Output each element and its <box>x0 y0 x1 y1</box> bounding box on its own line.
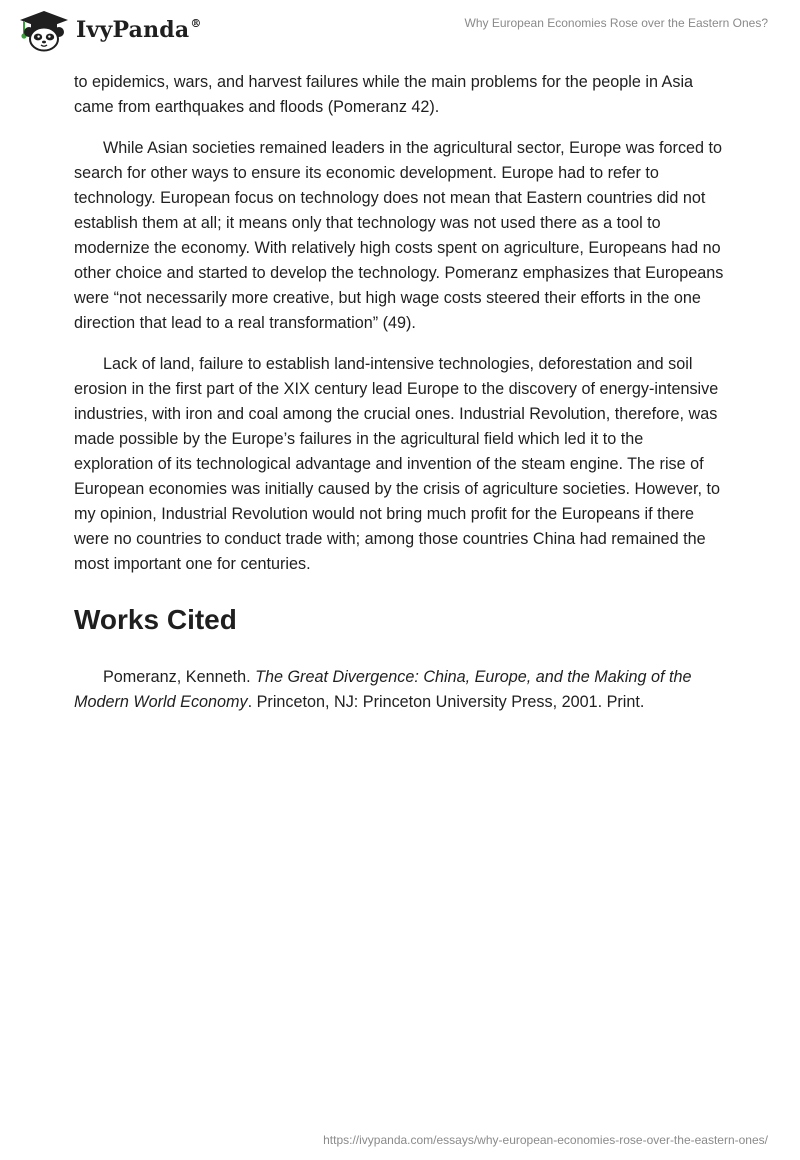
body-paragraph: While Asian societies remained leaders in the agricultural sector, Europe was forced to search for other ways to ensure its economic development. Europe had to refer to technology. European focus on technology does not mean that Eastern countries did not establish them at all; it means only that technology was not used there as a tool to modernize the economy. With relatively high costs spent on agriculture, Europeans had no other choice and started to develop the technology. Pomeranz emphasizes that Europeans were “not necessarily more creative, but high wage costs steered their efforts in the one direction that lead to a real transformation” (49). <box>74 139 724 332</box>
essay-content <box>74 70 726 731</box>
citation-title: The Great Divergence: China, Europe, and the Making of the Modern World Economy <box>74 668 692 711</box>
body-paragraph: Lack of land, failure to establish land-intensive technologies, deforestation and soil erosion in the first part of the XIX century lead Europe to the discovery of energy-intensive industries, with iron and coal among the crucial ones. Industrial Revolution, therefore, was made possible by the Europe’s failures in the agricultural field which led it to the exploration of its technological advantage and invention of the steam engine. The rise of European economies was initially caused by the crisis of agriculture societies. However, to my opinion, Industrial Revolution would not bring much profit for the Europeans if there were no countries to conduct trade with; among those countries China had remained the most important one for centuries. <box>74 355 721 573</box>
body-paragraph: to epidemics, wars, and harvest failures while the main problems for the people in Asia came from earthquakes and floods (Pomeranz 42). <box>74 73 694 116</box>
works-cited-heading: Works Cited <box>74 604 237 635</box>
citation-author: Pomeranz, Kenneth. <box>103 668 256 686</box>
logo-wordmark: IvyPanda® <box>76 17 202 43</box>
source-url[interactable]: https://ivypanda.com/essays/why-european-economies-rose-over-the-eastern-ones/ <box>323 1133 768 1147</box>
panda-graduate-icon <box>14 8 70 52</box>
citation-publisher: . Princeton, NJ: Princeton University Press, 2001. Print. <box>247 693 645 711</box>
ivypanda-logo[interactable] <box>14 8 202 52</box>
document-title: Why European Economies Rose over the Eastern Ones? <box>464 16 768 30</box>
page-header <box>0 0 800 64</box>
citation-entry <box>74 665 726 715</box>
